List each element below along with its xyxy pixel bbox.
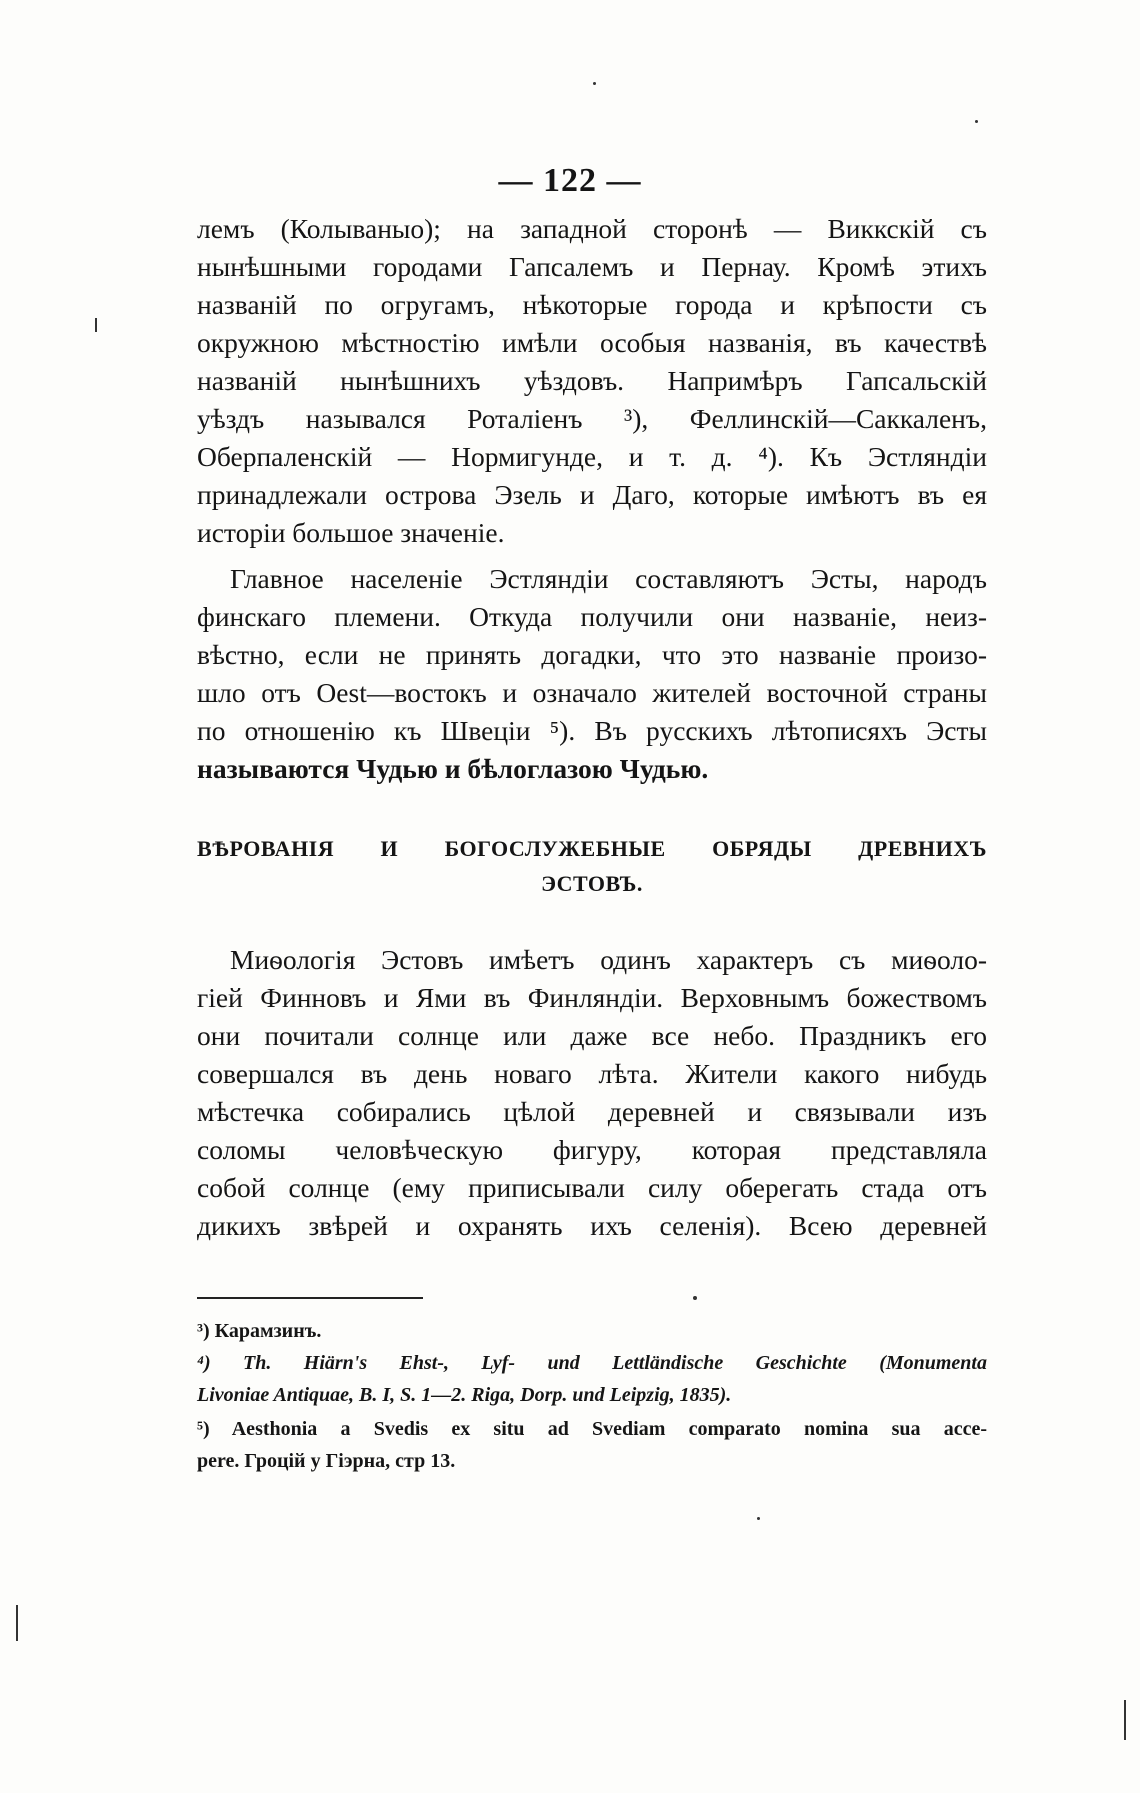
text-line: окружною мѣстностію имѣли особыя названія, въ качествѣ	[197, 327, 987, 358]
footnote: pere. Гроцій у Гіэрна, стр 13.	[197, 1450, 456, 1472]
section-heading: ЭСТОВЪ.	[541, 871, 643, 896]
text-line: лемъ (Колываныо); на западной сторонѣ — Виккскій съ	[197, 213, 987, 244]
text-line: финскаго племени. Откуда получили они названіе, неиз-	[197, 601, 987, 632]
scan-mark	[693, 1296, 697, 1300]
scan-mark	[757, 1517, 760, 1520]
text-line: Главное населеніе Эстляндіи составляютъ Эсты, народъ	[230, 563, 987, 594]
text-line: нынѣшными городами Гапсалемъ и Пернау. Кромѣ этихъ	[197, 251, 987, 282]
scan-mark	[1124, 1700, 1126, 1740]
text-line: они почитали солнце или даже все небо. Праздникъ его	[197, 1020, 987, 1051]
footnote: ⁴) Th. Hiärn's Ehst-, Lyf- und Lettländische Geschichte (Monumenta	[197, 1352, 987, 1374]
scan-mark	[95, 318, 97, 332]
page-number: — 122 —	[498, 162, 642, 199]
text-line: по отношенію къ Швеціи ⁵). Въ русскихъ лѣтописяхъ Эсты	[197, 715, 987, 746]
footnote: ³) Карамзинъ.	[197, 1320, 322, 1342]
text-line: Миѳологія Эстовъ имѣетъ одинъ характеръ съ миѳоло-	[230, 944, 987, 975]
section-heading: ВѢРОВАНІЯ И БОГОСЛУЖЕБНЫЕ ОБРЯДЫ ДРЕВНИХЪ	[197, 836, 987, 861]
text-line: названій по огругамъ, нѣкоторые города и крѣпости съ	[197, 289, 987, 320]
footnote: Livoniae Antiquae, B. I, S. 1—2. Riga, Dorp. und Leipzig, 1835).	[197, 1384, 732, 1406]
text-line: совершался въ день новаго лѣта. Жители какого нибудь	[197, 1058, 987, 1089]
footnote: ⁵) Aesthonia a Svedis ex situ ad Svediam comparato nomina sua acce-	[197, 1418, 987, 1440]
text-line: мѣстечка собирались цѣлой деревней и связывали изъ	[197, 1096, 987, 1127]
text-line: гіей Финновъ и Ями въ Финляндіи. Верховнымъ божествомъ	[197, 982, 987, 1013]
text-line: названій нынѣшнихъ уѣздовъ. Напримѣръ Гапсальскій	[197, 365, 987, 396]
text-line: называются Чудью и бѣлоглазою Чудью.	[197, 753, 709, 784]
scan-mark	[593, 82, 596, 85]
text-line: Оберпаленскій — Нормигунде, и т. д. ⁴). Къ Эстляндіи	[197, 441, 987, 472]
footnote-divider	[197, 1297, 423, 1299]
scan-mark	[16, 1605, 18, 1641]
scan-mark	[975, 120, 978, 123]
text-line: вѣстно, если не принять догадки, что это названіе произо-	[197, 639, 987, 670]
text-line: соломы человѣческую фигуру, которая представляла	[197, 1134, 987, 1165]
text-line: принадлежали острова Эзель и Даго, которые имѣютъ въ ея	[197, 479, 987, 510]
text-line: дикихъ звѣрей и охранять ихъ селенія). Всею деревней	[197, 1210, 987, 1241]
text-line: уѣздъ назывался Роталіенъ ³), Феллинскій—Саккаленъ,	[197, 403, 987, 434]
text-line: исторіи большое значеніе.	[197, 517, 505, 548]
text-line: шло отъ Oest—востокъ и означало жителей восточной страны	[197, 677, 987, 708]
text-line: собой солнце (ему приписывали силу оберегать стада отъ	[197, 1172, 987, 1203]
